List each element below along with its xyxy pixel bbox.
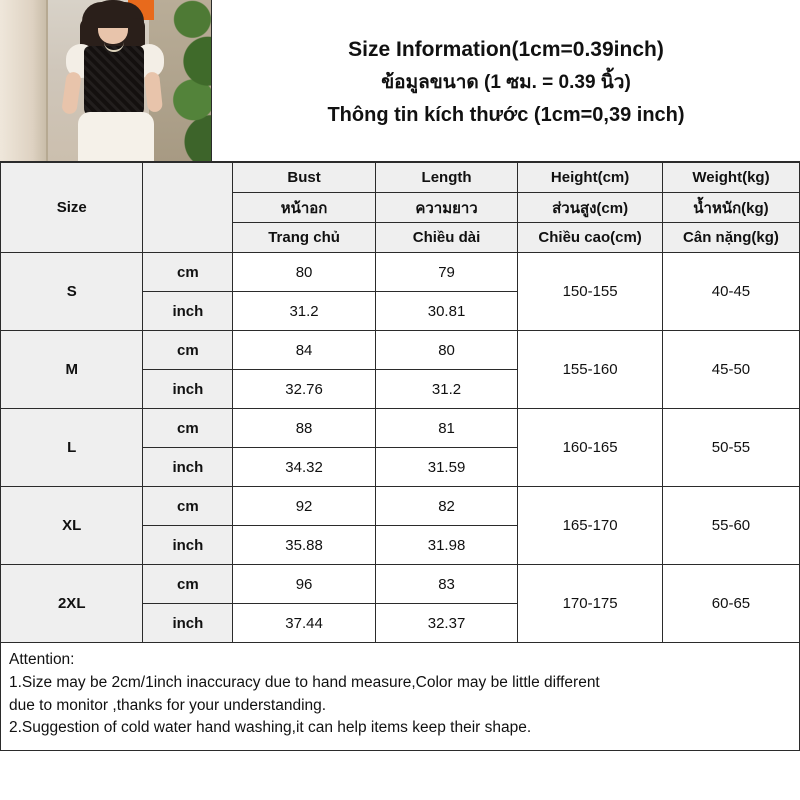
header-bust-th: หน้าอก [233, 193, 375, 223]
s-length-inch: 30.81 [375, 292, 517, 331]
photo-model [58, 0, 170, 161]
header-bust-en: Bust [233, 163, 375, 193]
header-unit-spacer [143, 163, 233, 253]
xxl-weight: 60-65 [662, 565, 799, 643]
m-weight: 45-50 [662, 331, 799, 409]
s-bust-inch: 31.2 [233, 292, 375, 331]
xl-height: 165-170 [518, 487, 663, 565]
unit-cm: cm [143, 487, 233, 526]
header-height-vi: Chiều cao(cm) [518, 223, 663, 253]
table-row [1, 331, 800, 370]
s-height: 150-155 [518, 253, 663, 331]
xxl-length-inch: 32.37 [375, 604, 517, 643]
xxl-bust-cm: 96 [233, 565, 375, 604]
row-size-m: M [1, 331, 143, 409]
unit-inch: inch [143, 604, 233, 643]
dress-bodice [84, 46, 144, 118]
size-table [0, 162, 800, 643]
unit-cm: cm [143, 409, 233, 448]
row-size-xl: XL [1, 487, 143, 565]
s-weight: 40-45 [662, 253, 799, 331]
unit-cm: cm [143, 253, 233, 292]
product-photo [0, 0, 212, 161]
l-height: 160-165 [518, 409, 663, 487]
title-thai: ข้อมูลขนาด (1 ซม. = 0.39 นิ้ว) [381, 72, 631, 94]
title-block [212, 0, 800, 161]
unit-inch: inch [143, 370, 233, 409]
unit-inch: inch [143, 292, 233, 331]
header-size-label: Size [1, 163, 143, 253]
header-height-th: ส่วนสูง(cm) [518, 193, 663, 223]
m-height: 155-160 [518, 331, 663, 409]
row-size-2xl: 2XL [1, 565, 143, 643]
xl-weight: 55-60 [662, 487, 799, 565]
l-bust-cm: 88 [233, 409, 375, 448]
l-length-cm: 81 [375, 409, 517, 448]
header-weight-en: Weight(kg) [662, 163, 799, 193]
unit-cm: cm [143, 331, 233, 370]
table-row [1, 565, 800, 604]
row-size-l: L [1, 409, 143, 487]
header-weight-th: น้ำหนัก(kg) [662, 193, 799, 223]
xxl-height: 170-175 [518, 565, 663, 643]
header-length-en: Length [375, 163, 517, 193]
xl-length-inch: 31.98 [375, 526, 517, 565]
m-length-cm: 80 [375, 331, 517, 370]
model-arm-left [61, 71, 82, 115]
table-header-row-en [1, 163, 800, 193]
l-bust-inch: 34.32 [233, 448, 375, 487]
m-bust-inch: 32.76 [233, 370, 375, 409]
l-weight: 50-55 [662, 409, 799, 487]
xl-bust-inch: 35.88 [233, 526, 375, 565]
unit-inch: inch [143, 448, 233, 487]
table-row [1, 253, 800, 292]
title-vietnamese: Thông tin kích thước (1cm=0,39 inch) [327, 103, 685, 126]
xxl-bust-inch: 37.44 [233, 604, 375, 643]
xl-length-cm: 82 [375, 487, 517, 526]
header-length-th: ความยาว [375, 193, 517, 223]
header-height-en: Height(cm) [518, 163, 663, 193]
header-length-vi: Chiều dài [375, 223, 517, 253]
l-length-inch: 31.59 [375, 448, 517, 487]
photo-door [0, 0, 48, 161]
m-length-inch: 31.2 [375, 370, 517, 409]
table-row [1, 409, 800, 448]
table-row [1, 487, 800, 526]
row-size-s: S [1, 253, 143, 331]
attention-title: Attention: [9, 651, 75, 668]
s-length-cm: 79 [375, 253, 517, 292]
unit-inch: inch [143, 526, 233, 565]
attention-line-2: due to monitor ,thanks for your understanding. [9, 696, 327, 714]
xxl-length-cm: 83 [375, 565, 517, 604]
xl-bust-cm: 92 [233, 487, 375, 526]
model-arm-right [144, 71, 163, 112]
s-bust-cm: 80 [233, 253, 375, 292]
header [0, 0, 800, 162]
attention-line-3: 2.Suggestion of cold water hand washing,it can help items keep their shape. [9, 719, 532, 737]
header-weight-vi: Cân nặng(kg) [662, 223, 799, 253]
header-bust-vi: Trang chủ [233, 223, 375, 253]
attention-line-1: 1.Size may be 2cm/1inch inaccuracy due to hand measure,Color may be little different [9, 674, 600, 692]
m-bust-cm: 84 [233, 331, 375, 370]
attention-note [0, 643, 800, 751]
footer-whitespace [0, 751, 800, 797]
dress-skirt [78, 112, 154, 161]
unit-cm: cm [143, 565, 233, 604]
title-english: Size Information(1cm=0.39inch) [348, 38, 664, 61]
